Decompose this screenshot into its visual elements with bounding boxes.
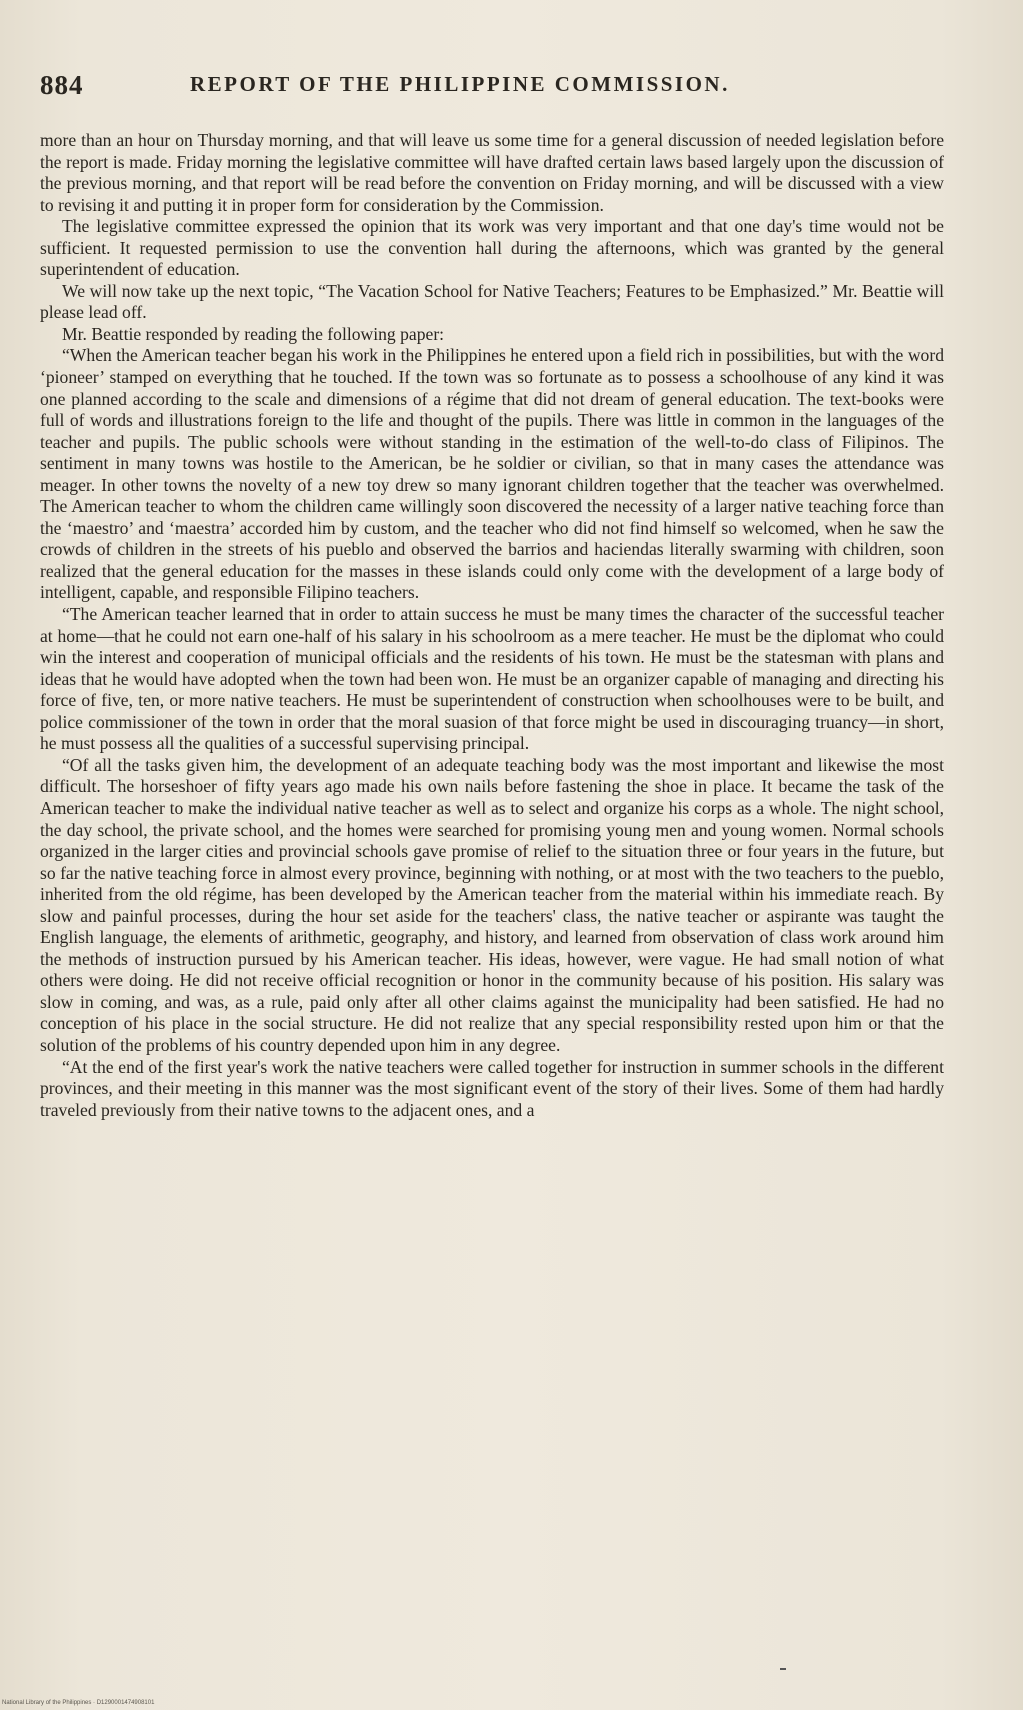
paragraph: Mr. Beattie responded by reading the following paper: bbox=[62, 323, 445, 344]
paragraph: The legislative committee expressed the opinion that its work was very important and that one day's time would not be sufficient. It requested permission to use the convention hall during the afternoons, which was granted by the general superintendent of education. bbox=[40, 216, 944, 280]
paragraph: “When the American teacher began his work in the Philippines he entered upon a field rich in possibilities, but with the word ‘pioneer’ stamped on everything that he touched. If the town was so fortunate as to possess a schoolhouse of any kind it was one planned according to the scale and dimensions of a régime that did not dream of general education. The text-books were full of words and illustrations foreign to the life and thought of the pupils. There was little in common in the languages of the teacher and pupils. The public schools were without standing in the estimation of the well-to-do class of Filipinos. The sentiment in many towns was hostile to the American, be he soldier or civilian, so that in many cases the attendance was meager. In other towns the novelty of a new toy drew so many ignorant children together that the teacher was overwhelmed. The American teacher to whom the children came willingly soon discovered the necessity of a larger native teaching force than the ‘maestro’ and ‘maestra’ accorded him by custom, and the teacher who did not find himself so welcomed, when he saw the crowds of children in the streets of his pueblo and observed the barrios and haciendas literally swarming with children, soon realized that the general education for the masses in these islands could only come with the development of a large body of intelligent, capable, and responsible Filipino teachers. bbox=[40, 345, 944, 603]
paragraph: “Of all the tasks given him, the development of an adequate teaching body was the most important and likewise the most difficult. The horseshoer of fifty years ago made his own nails before fastening the shoe in place. It became the task of the American teacher to make the individual native teacher as well as to select and organize his corps as a whole. The night school, the day school, the private school, and the homes were searched for promising young men and young women. Normal schools organized in the larger cities and provincial schools gave promise of relief to the situation three or four years in the future, but so far the native teaching force in almost every province, beginning with nothing, or at most with the two teachers to the pueblo, inherited from the old régime, has been developed by the American teacher from the material within his immediate reach. By slow and painful processes, during the hour set aside for the teachers' class, the native teacher or aspirante was taught the English language, the elements of arithmetic, geography, and history, and learned from observation of class work around him the methods of instruction pursued by his American teacher. His ideas, however, were vague. He had small notion of what others were doing. He did not receive official recognition or honor in the community because of his position. His salary was slow in coming, and was, as a rule, paid only after all other claims against the municipality had been satisfied. He had no conception of his place in the social structure. He did not realize that any special responsibility rested upon him or that the solution of the problems of his country depended upon him in any degree. bbox=[40, 754, 944, 1055]
page-number: 884 bbox=[40, 70, 84, 100]
paragraph: more than an hour on Thursday morning, and that will leave us some time for a general discussion of needed legislation before the report is made. Friday morning the legislative committee will have drafted certain laws based largely upon the discussion of the previous morning, and that report will be read before the convention on Friday morning, and will be discussed with a view to revising it and putting it in proper form for consideration by the Commission. bbox=[40, 130, 944, 215]
paragraph: “The American teacher learned that in order to attain success he must be many times the character of the successful teacher at home—that he could not earn one-half of his salary in his schoolroom as a mere teacher. He must be the diplomat who could win the interest and cooperation of municipal officials and the residents of his town. He must be the statesman with plans and ideas that he would have adopted when the town had been won. He must be an organizer capable of managing and directing his force of five, ten, or more native teachers. He must be superintendent of construction when schoolhouses were to be built, and police commissioner of the town in order that the moral suasion of that force might be used in discouraging truancy—in short, he must possess all the qualities of a successful supervising principal. bbox=[40, 604, 944, 754]
body-text bbox=[40, 130, 944, 1121]
print-mark bbox=[780, 1668, 786, 1670]
running-title: REPORT OF THE PHILIPPINE COMMISSION. bbox=[190, 72, 730, 96]
paragraph: “At the end of the first year's work the native teachers were called together for instruction in summer schools in the different provinces, and their meeting in this manner was the most significant event of the story of their lives. Some of them had hardly traveled previously from their native towns to the adjacent ones, and a bbox=[40, 1056, 944, 1120]
paragraph: We will now take up the next topic, “The Vacation School for Native Teachers; Features to be Emphasized.” Mr. Beattie will please lead off. bbox=[40, 280, 944, 323]
source-footer: National Library of the Philippines · D1290001474908101 bbox=[2, 1700, 155, 1706]
page-header bbox=[40, 70, 940, 110]
